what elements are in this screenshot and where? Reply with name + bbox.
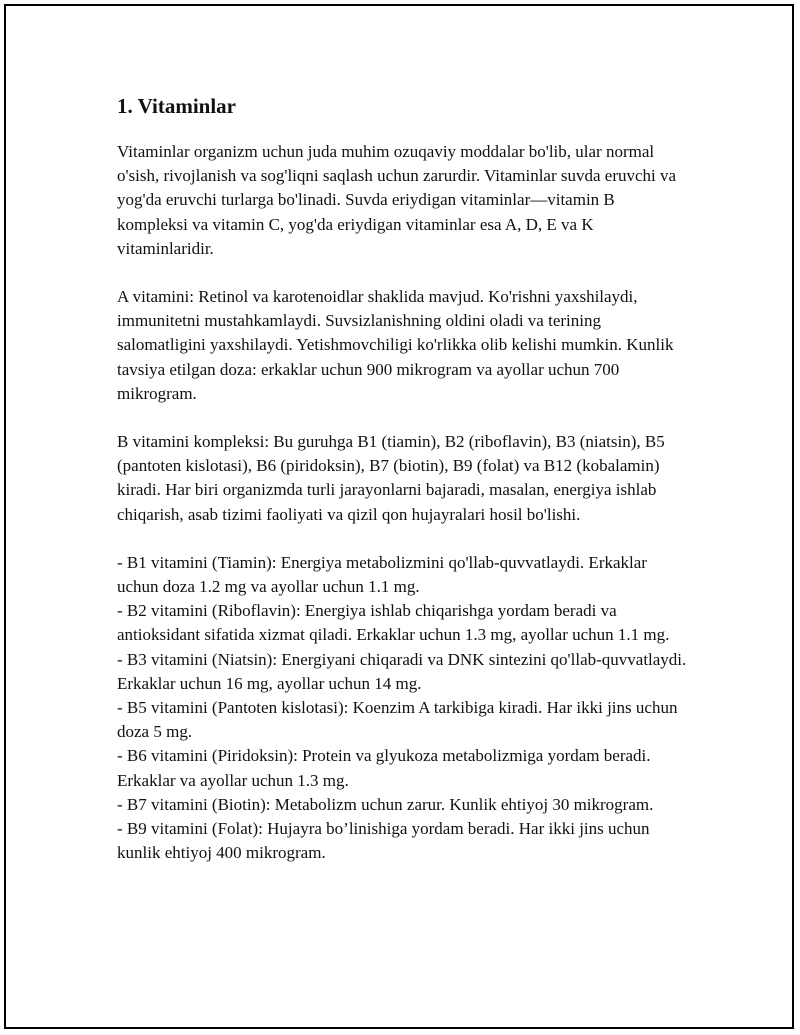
list-item-b3: - B3 vitamini (Niatsin): Energiyani chiqaradi va DNK sintezini qo'llab-quvvatlaydi. Erkaklar uchun 16 mg, ayollar uchun 14 mg.: [117, 649, 687, 693]
list-item-b6: - B6 vitamini (Piridoksin): Protein va glyukoza metabolizmiga yordam beradi. Erkaklar va ayollar uchun 1.3 mg.: [117, 746, 651, 790]
b-vitamins-list: [117, 551, 687, 866]
list-item-b9: - B9 vitamini (Folat): Hujayra bo’linishiga yordam beradi. Har ikki jins uchun kunlik ehtiyoj 400 mikrogram.: [117, 819, 650, 863]
list-item-b7: - B7 vitamini (Biotin): Metabolizm uchun zarur. Kunlik ehtiyoj 30 mikrogram.: [117, 794, 654, 814]
list-item-b1: - B1 vitamini (Tiamin): Energiya metabolizmini qo'llab-quvvatlaydi. Erkaklar uchun doza 1.2 mg va ayollar uchun 1.1 mg.: [117, 552, 647, 597]
vitamin-a-paragraph: A vitamini: Retinol va karotenoidlar shaklida mavjud. Ko'rishni yaxshilaydi, immunitetni mustahkamlaydi. Suvsizlanishning oldini oladi va terining salomatligini yaxshilaydi. Yetishmovchiligi ko'rlikka olib kelishi mumkin. Kunlik tavsiya etilgan doza: erkaklar uchun 900 mikrogram va ayollar uchun 700 mikrogram.: [117, 287, 674, 403]
list-item-b5: - B5 vitamini (Pantoten kislotasi): Koenzim A tarkibiga kiradi. Har ikki jins uchun doza 5 mg.: [117, 698, 678, 742]
vitamin-b-complex-paragraph: B vitamini kompleksi: Bu guruhga B1 (tiamin), B2 (riboflavin), B3 (niatsin), B5 (pantoten kislotasi), B6 (piridoksin), B7 (biotin), B9 (folat) va B12 (kobalamin) kiradi. Har biri organizmda turli jarayonlarni bajaradi, masalan, energiya ishlab chiqarish, asab tizimi faoliyati va qizil qon hujayralari hosil bo'lishi.: [117, 432, 665, 524]
intro-paragraph: Vitaminlar organizm uchun juda muhim ozuqaviy moddalar bo'lib, ular normal o'sish, rivojlanish va sog'liqni saqlash uchun zarurdir. Vitaminlar suvda eruvchi va yog'da eruvchi turlarga bo'linadi. Suvda eriydigan vitaminlar—vitamin B kompleksi va vitamin C, yog'da eriydigan vitaminlar esa A, D, E va K vitaminlaridir.: [117, 142, 677, 258]
list-item-b2: - B2 vitamini (Riboflavin): Energiya ishlab chiqarishga yordam beradi va antioksidant sifatida xizmat qiladi. Erkaklar uchun 1.3 mg, ayollar uchun 1.1 mg.: [117, 601, 670, 645]
document-body: [117, 92, 687, 865]
section-heading: 1. Vitaminlar: [117, 94, 236, 118]
